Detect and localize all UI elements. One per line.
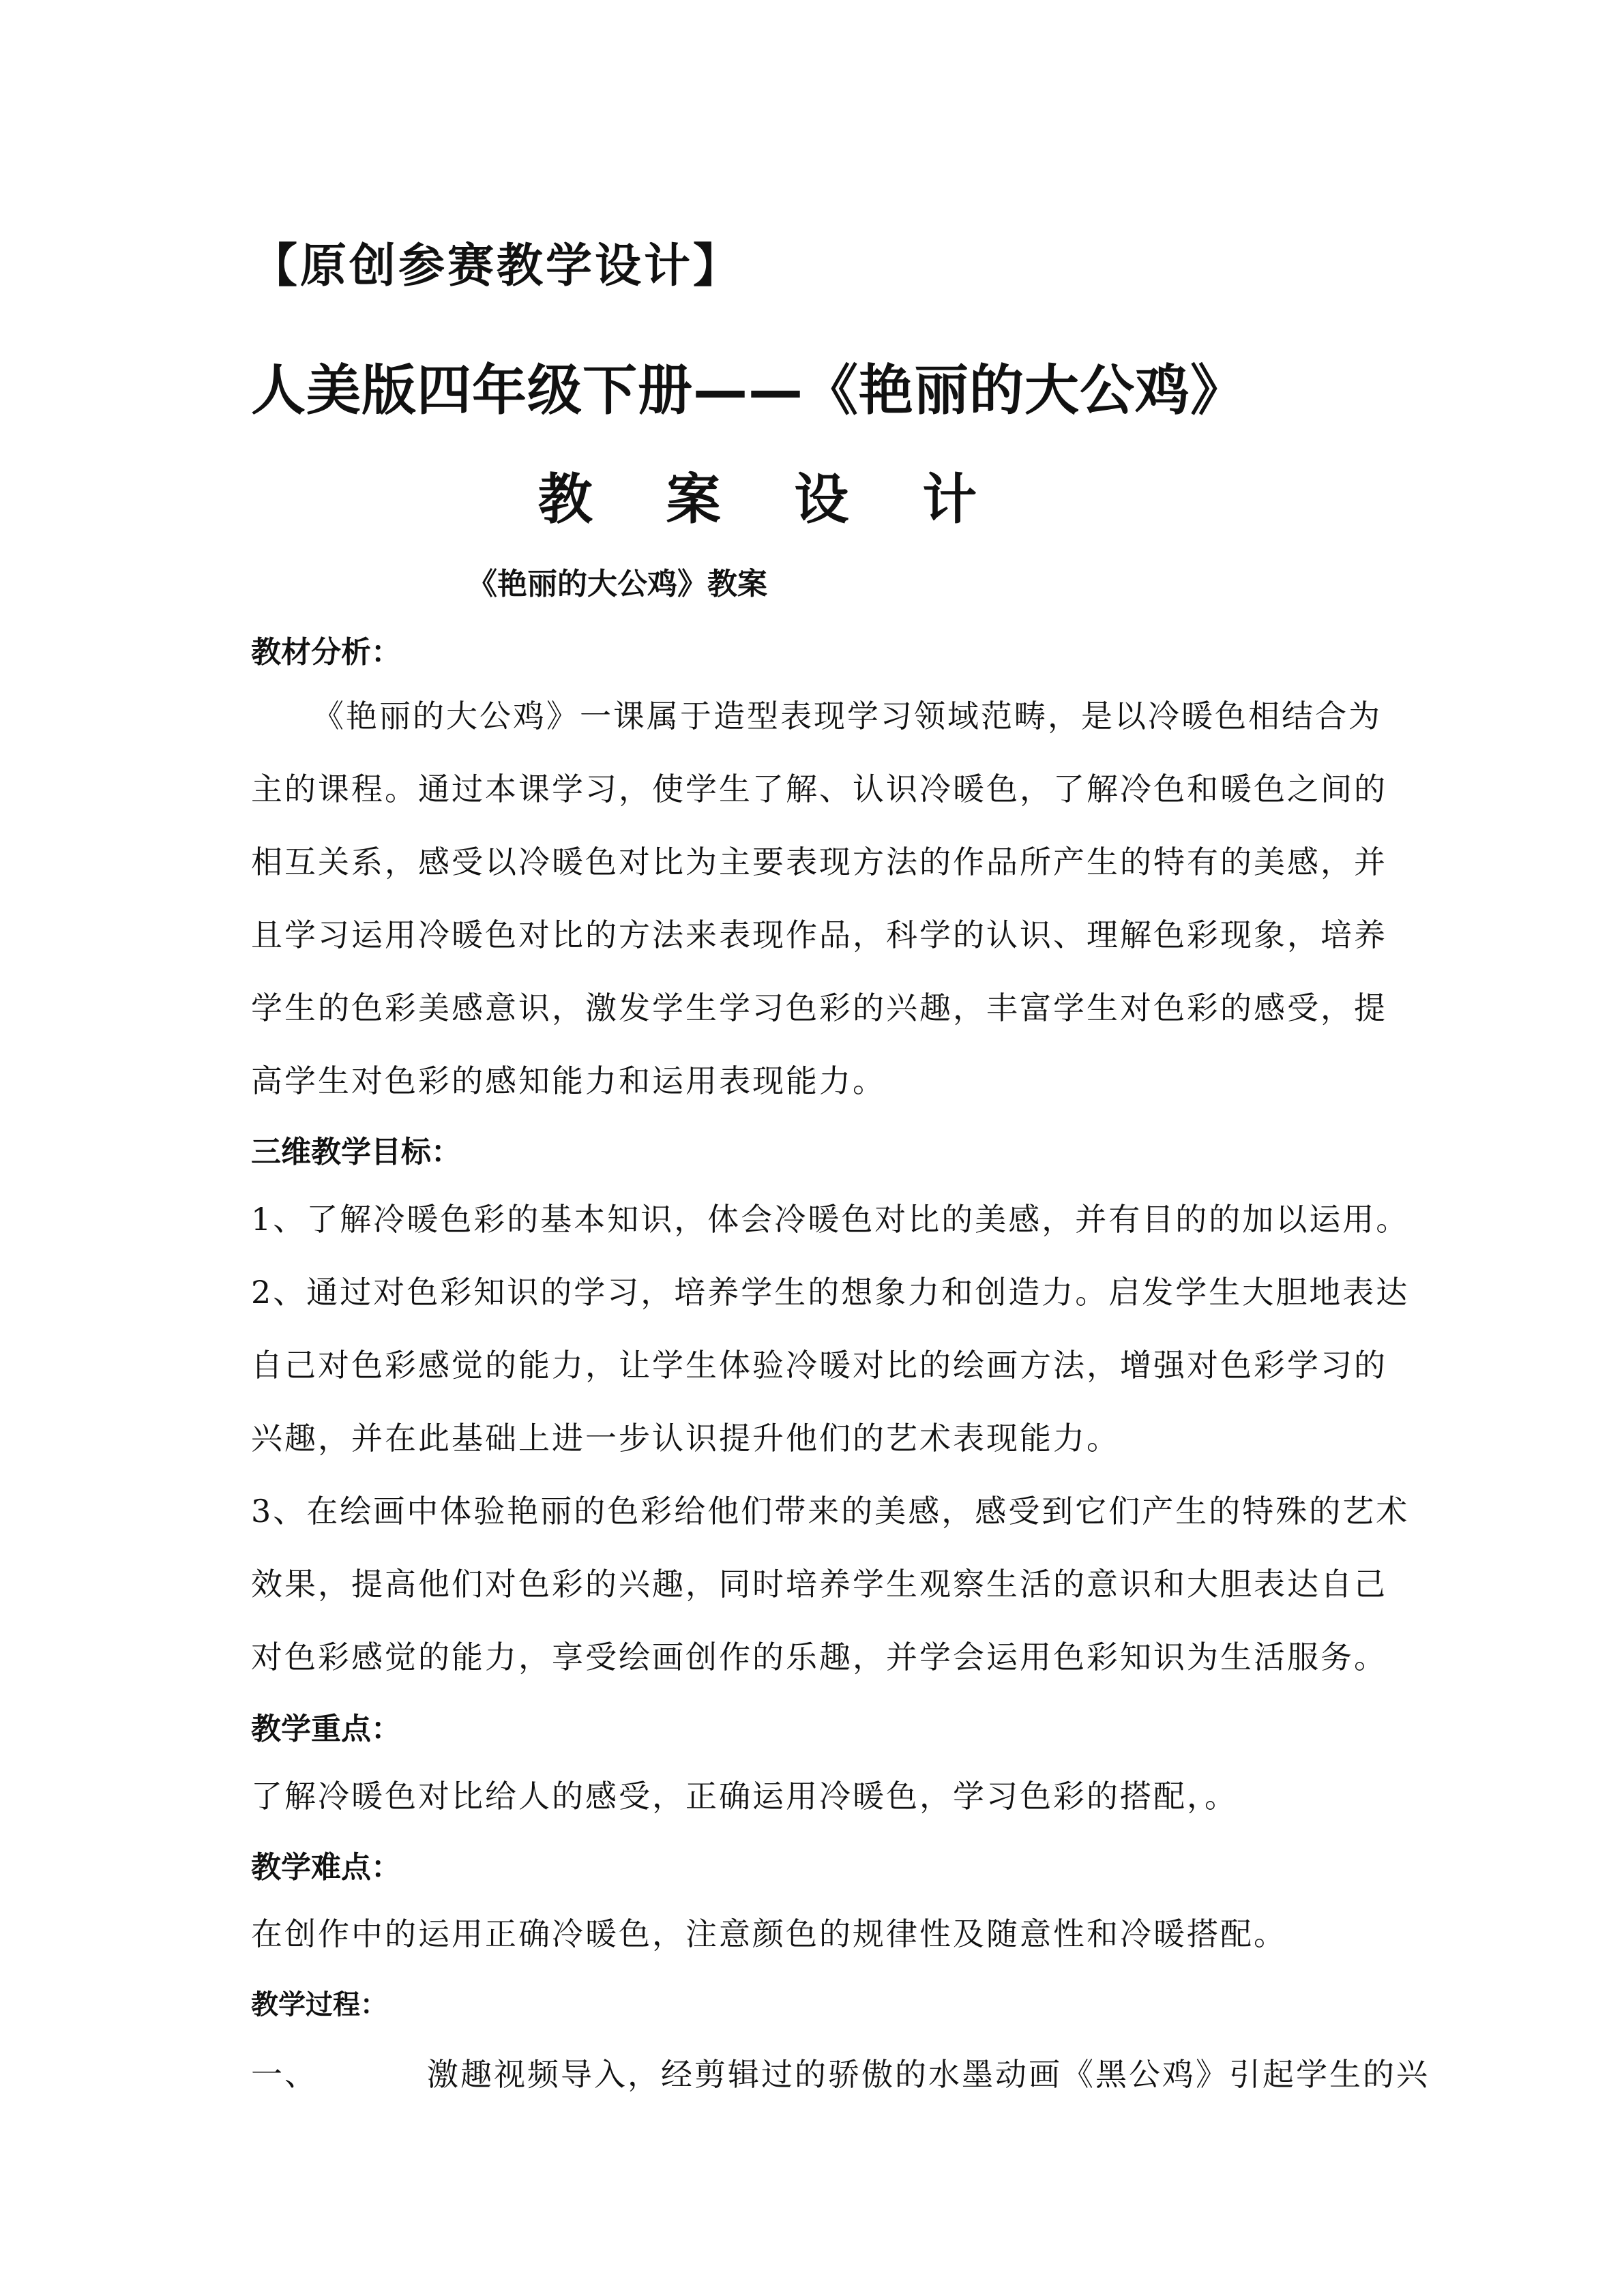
section-heading-objectives: 三维教学目标： [251,1135,461,1169]
paragraph-line: 高学生对色彩的感知能力和运用表现能力。 [251,1062,886,1099]
paragraph-line: 相互关系，感受以冷暖色对比为主要表现方法的作品所产生的特有的美感，并 [251,844,1387,880]
objective-line: 对色彩感觉的能力，享受绘画创作的乐趣，并学会运用色彩知识为生活服务。 [251,1639,1387,1675]
contest-tag-title: 【原创参赛教学设计】 [251,239,743,293]
section-heading-difficulties: 教学难点： [251,1850,401,1885]
section-heading-process: 教学过程： [251,1989,387,2021]
paragraph-line: 《艳丽的大公鸡》一课属于造型表现学习领域范畴，是以冷暖色相结合为 [312,698,1382,734]
objective-line: 1、了解冷暖色彩的基本知识，体会冷暖色对比的美感，并有目的的加以运用。 [251,1201,1410,1238]
process-item-number: 一、 [251,2056,318,2093]
difficulties-text: 在创作中的运用正确冷暖色，注意颜色的规律性及随意性和冷暖搭配。 [251,1915,1287,1952]
objective-line: 自己对色彩感觉的能力，让学生体验冷暖对比的绘画方法，增强对色彩学习的 [251,1347,1387,1384]
objective-line: 兴趣，并在此基础上进一步认识提升他们的艺术表现能力。 [251,1420,1120,1457]
section-heading-key-points: 教学重点： [251,1712,401,1746]
key-points-text: 了解冷暖色对比给人的感受，正确运用冷暖色，学习色彩的搭配，。 [251,1778,1238,1815]
paragraph-line: 且学习运用冷暖色对比的方法来表现作品，科学的认识、理解色彩现象，培养 [251,916,1387,953]
process-item-text: 激趣视频导入，经剪辑过的骄傲的水墨动画《黑公鸡》引起学生的兴 [427,2056,1430,2093]
process-item [251,2050,1430,2095]
objective-line: 效果，提高他们对色彩的兴趣，同时培养学生观察生活的意识和大胆表达自己 [251,1566,1387,1602]
main-title: 人美版四年级下册——《艳丽的大公鸡》 [251,359,1245,422]
paragraph-line: 学生的色彩美感意识，激发学生学习色彩的兴趣，丰富学生对色彩的感受，提 [251,989,1387,1026]
lesson-heading: 《艳丽的大公鸡》教案 [467,567,767,601]
objective-line: 2、通过对色彩知识的学习，培养学生的想象力和创造力。启发学生大胆地表达 [251,1274,1410,1311]
paragraph-line: 主的课程。通过本课学习，使学生了解、认识冷暖色，了解冷色和暖色之间的 [251,771,1387,807]
objective-line: 3、在绘画中体验艳丽的色彩给他们带来的美感，感受到它们产生的特殊的艺术 [251,1493,1410,1530]
sub-title: 教 案 设 计 [537,467,1005,531]
section-heading-material-analysis: 教材分析： [251,635,401,670]
